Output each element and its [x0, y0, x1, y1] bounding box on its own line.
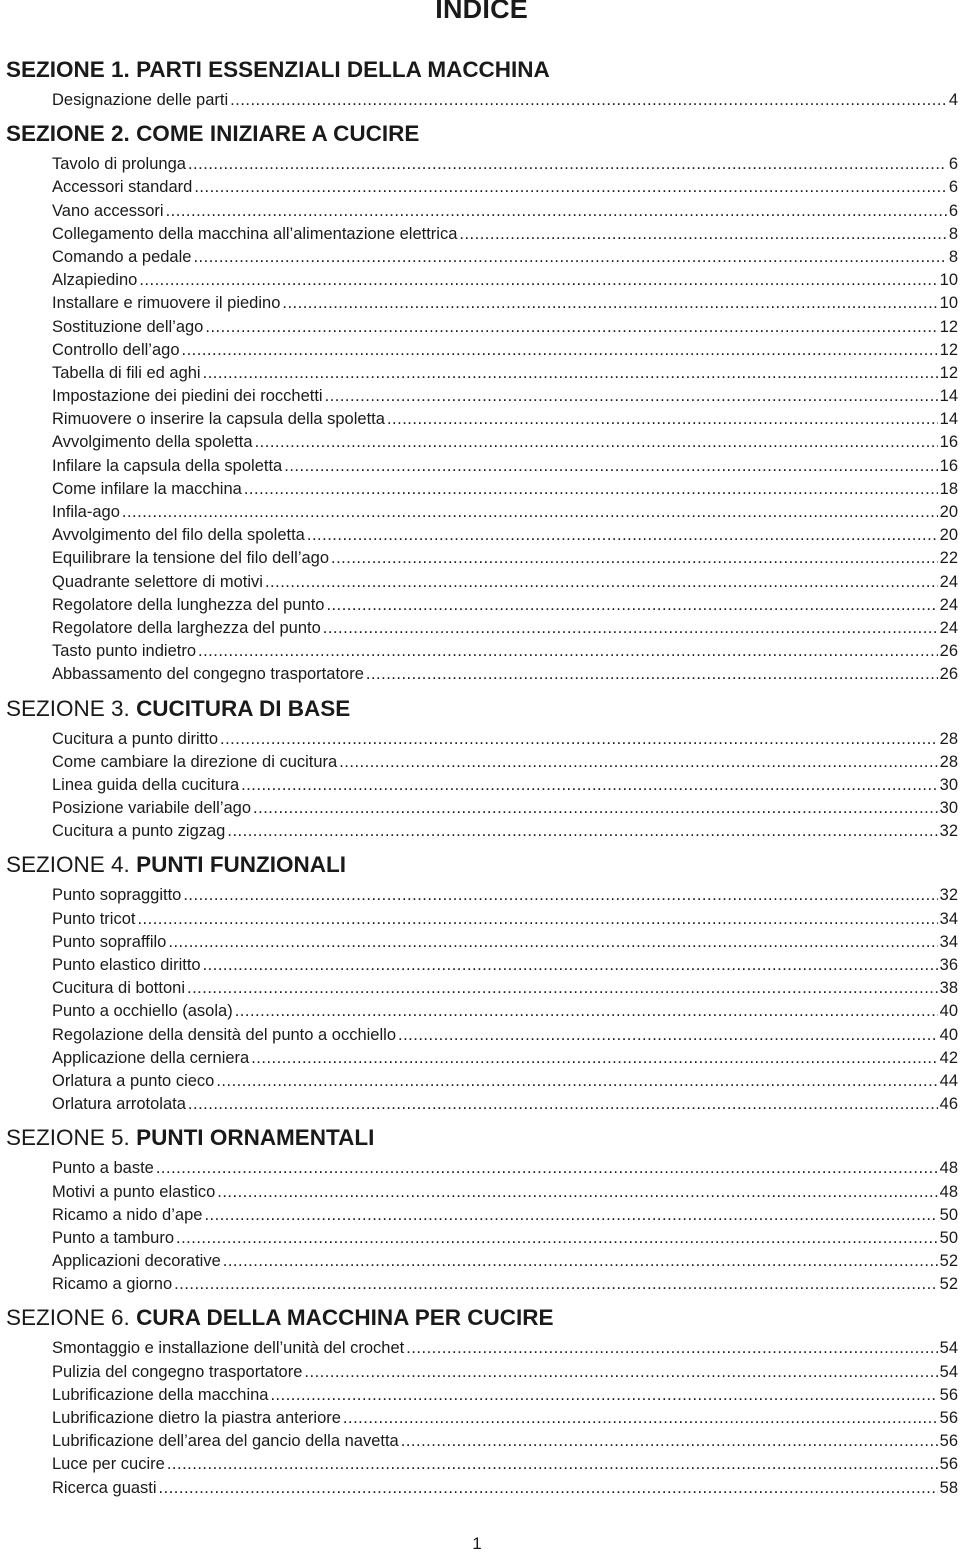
section-title-text: PUNTI ORNAMENTALI	[136, 1125, 375, 1151]
toc-entry	[52, 339, 958, 362]
entry-page: 54	[939, 1362, 958, 1381]
toc-entry	[52, 931, 958, 954]
toc-entry	[52, 1047, 958, 1070]
toc-entry	[52, 663, 958, 686]
entry-label: Quadrante selettore di motivi	[52, 572, 263, 591]
dot-leader	[122, 501, 938, 524]
section-number: SEZIONE 6.	[6, 1305, 130, 1331]
toc-entry	[52, 223, 958, 246]
entry-list	[52, 89, 958, 112]
entry-page: 38	[939, 979, 958, 998]
entry-page: 58	[939, 1478, 958, 1497]
dot-leader	[182, 339, 938, 362]
entry-page: 24	[939, 618, 958, 637]
dot-leader	[174, 1273, 938, 1296]
toc-entry	[52, 246, 958, 269]
section-number: SEZIONE 5.	[6, 1125, 130, 1151]
toc-entry	[52, 1477, 958, 1500]
toc-section	[6, 1304, 958, 1499]
table-of-contents	[6, 56, 958, 1500]
dot-leader	[217, 1181, 937, 1204]
entry-page: 26	[939, 642, 958, 661]
toc-entry	[52, 1361, 958, 1384]
toc-entry	[52, 640, 958, 663]
toc-entry	[52, 316, 958, 339]
dot-leader	[307, 524, 938, 547]
section-heading	[6, 851, 958, 879]
toc-entry	[52, 1227, 958, 1250]
entry-page: 44	[939, 1071, 958, 1090]
entry-page: 24	[939, 595, 958, 614]
entry-page: 56	[939, 1409, 958, 1427]
toc-entry	[52, 954, 958, 977]
dot-leader	[139, 269, 937, 292]
entry-page: 8	[948, 224, 958, 243]
entry-page: 28	[939, 752, 958, 771]
entry-page: 16	[939, 433, 958, 452]
dot-leader	[168, 931, 937, 954]
entry-page: 10	[939, 294, 958, 313]
dot-leader	[401, 1430, 938, 1453]
entry-page: 30	[939, 775, 958, 794]
section-number: SEZIONE 3.	[6, 695, 130, 721]
entry-label: Orlatura a punto cieco	[52, 1071, 215, 1090]
dot-leader	[156, 1157, 938, 1180]
entry-page: 18	[939, 479, 958, 498]
entry-page: 32	[939, 886, 958, 905]
toc-entry	[52, 455, 958, 478]
entry-page: 50	[939, 1228, 958, 1247]
dot-leader	[204, 1204, 937, 1227]
section-heading	[6, 695, 958, 723]
entry-label: Punto tricot	[52, 909, 136, 928]
dot-leader	[188, 1093, 938, 1116]
dot-leader	[193, 246, 946, 269]
dot-leader	[230, 89, 947, 112]
dot-leader	[339, 751, 937, 774]
toc-entry	[52, 1273, 958, 1296]
section-spacer	[6, 1296, 958, 1304]
entry-page: 6	[948, 201, 958, 220]
toc-entry	[52, 200, 958, 223]
entry-page: 12	[939, 363, 958, 382]
entry-page: 24	[939, 572, 958, 591]
toc-entry	[52, 269, 958, 292]
dot-leader	[227, 820, 937, 843]
entry-page: 56	[939, 1432, 958, 1451]
entry-page: 22	[939, 549, 958, 568]
dot-leader	[159, 1477, 938, 1500]
dot-leader	[398, 1024, 938, 1047]
dot-leader	[265, 571, 938, 594]
toc-entry	[52, 774, 958, 797]
entry-label: Luce per cucire	[52, 1455, 165, 1474]
entry-list	[52, 1337, 958, 1499]
entry-label: Tasto punto indietro	[52, 642, 197, 661]
toc-entry	[52, 1157, 958, 1180]
entry-page: 16	[939, 456, 958, 475]
toc-entry	[52, 501, 958, 524]
entry-page: 20	[939, 503, 958, 521]
entry-page: 42	[939, 1048, 958, 1067]
entry-page: 48	[939, 1182, 958, 1201]
dot-leader	[244, 478, 938, 501]
section-number: SEZIONE 4.	[6, 852, 130, 878]
entry-label: Regolatore della larghezza del punto	[52, 618, 321, 637]
toc-entry	[52, 153, 958, 176]
section-title-text: PARTI ESSENZIALI DELLA MACCHINA	[136, 57, 550, 82]
toc-entry	[52, 1093, 958, 1116]
entry-label: Punto elastico diritto	[52, 956, 201, 974]
toc-entry	[52, 1453, 958, 1476]
entry-label: Vano accessori	[52, 201, 164, 220]
toc-entry	[52, 524, 958, 547]
entry-label: Accessori standard	[52, 178, 193, 197]
entry-page: 52	[939, 1252, 958, 1271]
entry-page: 34	[939, 932, 958, 951]
dot-leader	[323, 617, 938, 640]
entry-label: Regolazione della densità del punto a occhiello	[52, 1025, 396, 1044]
section-heading	[6, 1304, 958, 1332]
entry-label: Punto a occhiello (asola)	[52, 1002, 233, 1021]
dot-leader	[304, 1361, 937, 1384]
dot-leader	[255, 431, 938, 454]
entry-page: 56	[939, 1455, 958, 1474]
entry-page: 48	[939, 1159, 958, 1178]
entry-label: Equilibrare la tensione del filo dell’ago	[52, 549, 330, 568]
toc-entry	[52, 797, 958, 820]
toc-entry	[52, 1181, 958, 1204]
toc-entry	[52, 1384, 958, 1407]
dot-leader	[203, 362, 938, 385]
entry-page: 28	[939, 729, 958, 748]
entry-label: Cucitura a punto zigzag	[52, 822, 226, 841]
entry-label: Installare e rimuovere il piedino	[52, 294, 281, 313]
dot-leader	[325, 385, 938, 408]
entry-page: 40	[939, 1025, 958, 1044]
entry-label: Impostazione dei piedini dei rocchetti	[52, 387, 323, 406]
entry-page: 40	[939, 1002, 958, 1021]
entry-page: 52	[939, 1275, 958, 1294]
entry-label: Avvolgimento della spoletta	[52, 433, 253, 452]
entry-label: Avvolgimento del filo della spoletta	[52, 526, 305, 545]
entry-page: 10	[939, 271, 958, 290]
section-title-text: PUNTI FUNZIONALI	[136, 852, 347, 878]
entry-page: 14	[939, 410, 958, 429]
toc-entry	[52, 594, 958, 617]
entry-label: Lubrificazione dell’area del gancio della navetta	[52, 1432, 399, 1451]
entry-label: Punto sopraggitto	[52, 886, 182, 905]
entry-label: Lubrificazione della macchina	[52, 1385, 269, 1404]
toc-entry	[52, 431, 958, 454]
entry-page: 14	[939, 387, 958, 406]
section-spacer	[6, 112, 958, 120]
toc-entry	[52, 977, 958, 1000]
toc-entry	[52, 1407, 958, 1430]
entry-page: 50	[939, 1205, 958, 1224]
entry-label: Punto a baste	[52, 1159, 154, 1178]
toc-entry	[52, 728, 958, 751]
section-title-text: COME INIZIARE A CUCIRE	[136, 121, 420, 147]
entry-label: Come cambiare la direzione di cucitura	[52, 752, 338, 771]
entry-label: Linea guida della cucitura	[52, 775, 240, 794]
toc-entry	[52, 1024, 958, 1047]
entry-label: Rimuovere o inserire la capsula della spoletta	[52, 410, 385, 429]
dot-leader	[284, 455, 937, 478]
toc-entry	[52, 385, 958, 408]
entry-page: 6	[948, 178, 958, 197]
toc-section	[6, 695, 958, 852]
entry-label: Posizione variabile dell’ago	[52, 799, 252, 818]
entry-label: Regolatore della lunghezza del punto	[52, 595, 325, 614]
section-title-text: CURA DELLA MACCHINA PER CUCIRE	[136, 1305, 554, 1331]
section-heading	[6, 1124, 958, 1152]
entry-label: Ricamo a giorno	[52, 1275, 173, 1294]
dot-leader	[326, 594, 937, 617]
entry-page: 34	[939, 909, 958, 928]
entry-label: Ricerca guasti	[52, 1478, 157, 1497]
entry-label: Punto a tamburo	[52, 1228, 174, 1247]
dot-leader	[331, 547, 938, 570]
toc-entry	[52, 820, 958, 843]
toc-entry	[52, 176, 958, 199]
entry-page: 56	[939, 1385, 958, 1404]
dot-leader	[253, 797, 938, 820]
entry-label: Punto sopraffilo	[52, 932, 167, 951]
toc-section	[6, 1124, 958, 1304]
page-number: 1	[472, 1534, 482, 1553]
entry-page: 12	[939, 340, 958, 359]
dot-leader	[198, 640, 938, 663]
entry-label: Tavolo di prolunga	[52, 155, 186, 174]
dot-leader	[187, 977, 938, 1000]
entry-page: 4	[948, 91, 958, 109]
dot-leader	[235, 1000, 938, 1023]
entry-label: Applicazioni decorative	[52, 1252, 221, 1271]
dot-leader	[194, 176, 946, 199]
entry-page: 20	[939, 526, 958, 545]
dot-leader	[406, 1337, 937, 1360]
toc-entry	[52, 617, 958, 640]
entry-label: Comando a pedale	[52, 247, 192, 266]
dot-leader	[137, 908, 937, 931]
dot-leader	[282, 292, 937, 315]
toc-entry	[52, 751, 958, 774]
dot-leader	[343, 1407, 938, 1430]
toc-entry	[52, 1430, 958, 1453]
entry-label: Designazione delle parti	[52, 91, 229, 109]
toc-section	[6, 851, 958, 1124]
toc-entry	[52, 1250, 958, 1273]
entry-page: 30	[939, 799, 958, 818]
toc-entry	[52, 292, 958, 315]
toc-entry	[52, 884, 958, 907]
dot-leader	[459, 223, 946, 246]
entry-label: Infila-ago	[52, 503, 120, 521]
toc-entry	[52, 1204, 958, 1227]
toc-entry	[52, 362, 958, 385]
section-spacer	[6, 1116, 958, 1124]
section-number: SEZIONE 1.	[6, 57, 130, 82]
section-heading	[6, 56, 958, 84]
entry-label: Come infilare la macchina	[52, 479, 242, 498]
dot-leader	[205, 316, 937, 339]
entry-page: 32	[939, 822, 958, 841]
entry-list	[52, 884, 958, 1116]
toc-entry	[52, 908, 958, 931]
dot-leader	[216, 1070, 937, 1093]
entry-page: 6	[948, 155, 958, 174]
toc-section	[6, 120, 958, 694]
entry-label: Ricamo a nido d’ape	[52, 1205, 203, 1224]
dot-leader	[167, 1453, 938, 1476]
dot-leader	[166, 200, 947, 223]
entry-list	[52, 728, 958, 844]
toc-entry	[52, 571, 958, 594]
entry-page: 54	[939, 1339, 958, 1358]
entry-label: Smontaggio e installazione dell’unità del crochet	[52, 1339, 405, 1358]
entry-label: Collegamento della macchina all’alimentazione elettrica	[52, 224, 458, 243]
entry-list	[52, 1157, 958, 1296]
section-spacer	[6, 843, 958, 851]
toc-entry	[52, 547, 958, 570]
entry-label: Cucitura di bottoni	[52, 979, 185, 998]
entry-label: Infilare la capsula della spoletta	[52, 456, 283, 475]
page-title: INDICE	[435, 0, 528, 24]
toc-entry	[52, 89, 958, 112]
entry-page: 12	[939, 317, 958, 336]
entry-label: Abbassamento del congegno trasportatore	[52, 665, 364, 684]
dot-leader	[183, 884, 937, 907]
entry-label: Motivi a punto elastico	[52, 1182, 216, 1201]
dot-leader	[188, 153, 947, 176]
entry-page: 46	[939, 1095, 958, 1114]
entry-list	[52, 153, 958, 686]
entry-label: Alzapiedino	[52, 271, 138, 290]
entry-label: Orlatura arrotolata	[52, 1095, 186, 1114]
dot-leader	[241, 774, 938, 797]
dot-leader	[366, 663, 938, 686]
entry-page: 36	[939, 956, 958, 974]
entry-label: Pulizia del congegno trasportatore	[52, 1362, 303, 1381]
toc-entry	[52, 1070, 958, 1093]
entry-label: Lubrificazione dietro la piastra anteriore	[52, 1409, 341, 1427]
dot-leader	[387, 408, 938, 431]
section-spacer	[6, 687, 958, 695]
dot-leader	[223, 1250, 938, 1273]
toc-entry	[52, 478, 958, 501]
entry-label: Controllo dell’ago	[52, 340, 180, 359]
dot-leader	[203, 954, 938, 977]
entry-page: 8	[948, 247, 958, 266]
entry-label: Sostituzione dell’ago	[52, 317, 204, 336]
dot-leader	[270, 1384, 937, 1407]
toc-entry	[52, 1000, 958, 1023]
entry-label: Applicazione della cerniera	[52, 1048, 250, 1067]
entry-label: Tabella di fili ed aghi	[52, 363, 201, 382]
toc-section	[6, 56, 958, 120]
dot-leader	[251, 1047, 937, 1070]
toc-entry	[52, 408, 958, 431]
dot-leader	[176, 1227, 938, 1250]
entry-page: 26	[939, 665, 958, 684]
section-heading	[6, 120, 958, 148]
entry-label: Cucitura a punto diritto	[52, 729, 219, 748]
toc-entry	[52, 1337, 958, 1360]
section-number: SEZIONE 2.	[6, 121, 130, 147]
section-title-text: CUCITURA DI BASE	[136, 695, 351, 721]
dot-leader	[220, 728, 938, 751]
